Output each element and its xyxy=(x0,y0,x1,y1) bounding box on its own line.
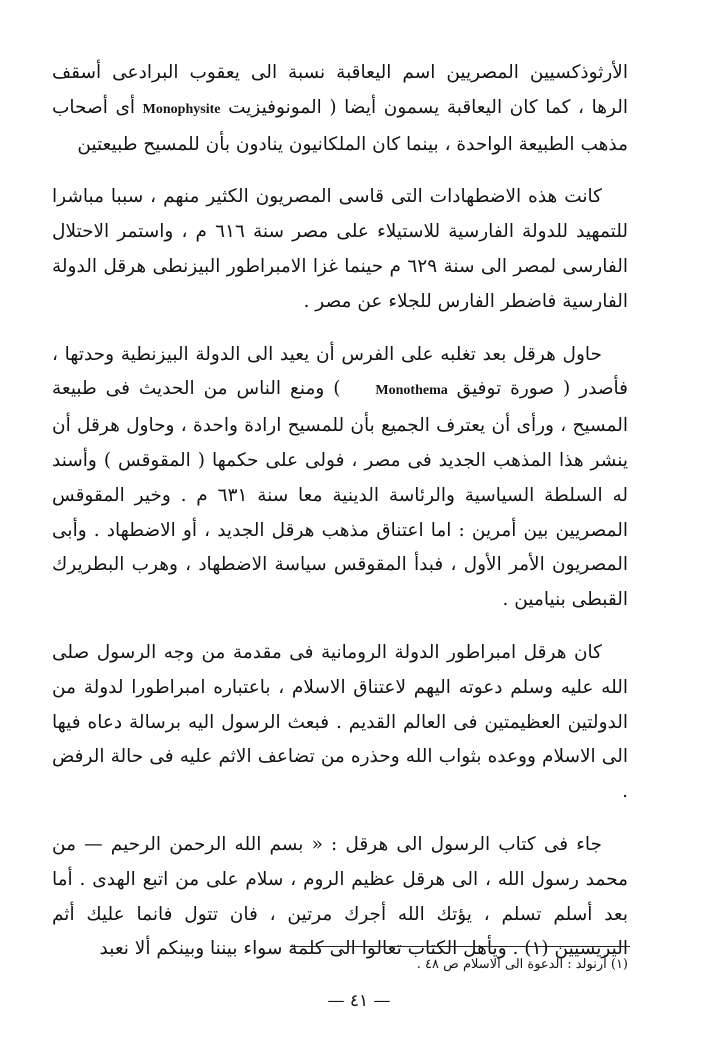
latin-term-monothema: Monothema xyxy=(375,383,448,399)
paragraph-text: ) ومنع الناس من الحديث فى طبيعة المسيح ، ورأى أن يعترف الجميع بأن للمسيح ارادة واحدة ، وحاول هرقل أن ينشر هذا المذهب الجديد فى مصر ، فولى على حكمها ( المقوقس ) وأسند له السلطة السياسية والرئاسة الدينية معا سنة ٦٣١ م . وخير المقوقس المصريين بين أمرين : اما اعتناق مذهب هرقل الجديد ، أو الاضطهاد . وأبى المصريون الأمر الأول ، فبدأ المقوقس سياسة الاضطهاد ، وهرب البطريرك القبطى بنيامين . xyxy=(52,378,628,611)
paragraph-prophet-invitation: كان هرقل امبراطور الدولة الرومانية فى مقدمة من وجه الرسول صلى الله عليه وسلم دعوته اليهم لاعتناق الاسلام ، باعتباره امبراطورا لدولة من الدولتين العظيمتين فى العالم القديم . فبعث الرسول اليه برسالة دعاه فيها الى الاسلام ووعده بثواب الله وحذره من تضاعف الاثم عليه فى حالة الرفض . xyxy=(52,641,628,803)
paragraph-text: حاول هرقل بعد تغلبه على الفرس أن يعيد الى الدولة البيزنطية وحدتها ، فأصدر ( صورة توفيق xyxy=(52,343,629,400)
footnote-divider xyxy=(290,946,630,947)
paragraph-persian-occupation: كانت هذه الاضطهادات التى قاسى المصريون الكثير منهم ، سببا مباشرا للتمهيد للدولة الفارسية للاستيلاء على مصر سنة ٦١٦ م ، واستمر الاحتلال الفارسى لمصر الى سنة ٦٢٩ م حينما غزا الامبراطور البيزنطى هرقل الدولة الفارسية فاضطر الفارس للجلاء عن مصر . xyxy=(52,186,628,312)
latin-term-monophysite: Monophysite xyxy=(142,101,221,117)
paragraph-heraclius-reform xyxy=(52,338,628,618)
page-number: — ٤١ — xyxy=(327,991,391,1011)
paragraph-text: أى أصحاب مذهب الطبيعة الواحدة ، بينما كان الملكانيون ينادون بأن للمسيح طبيعتين xyxy=(52,96,628,155)
footnote: (١) أرنولد : الدعوة الى الاسلام ص ٤٨ . xyxy=(416,957,628,972)
paragraph-letter-to-heraclius: جاء فى كتاب الرسول الى هرقل : « بسم الله الرحمن الرحيم — من محمد رسول الله ، الى هرقل عظيم الروم ، سلام على من اتبع الهدى . أما بعد أسلم تسلم ، يؤتك الله أجرك مرتين ، فان تتول فانما عليك أثم اليريسيين (١) . ويأهل الكتاب تعالوا الى كلمة سواء بيننا وبينكم ألا نعبد xyxy=(52,833,628,960)
body-text xyxy=(52,56,628,967)
paragraph-monophysite xyxy=(52,56,628,162)
paragraph-text: الأرثوذكسيين المصريين اسم اليعاقبة نسبة الى يعقوب البرادعى أسقف الرها ، كما كان اليعاقبة يسمون أيضا ( المونوفيزيت xyxy=(52,62,628,118)
